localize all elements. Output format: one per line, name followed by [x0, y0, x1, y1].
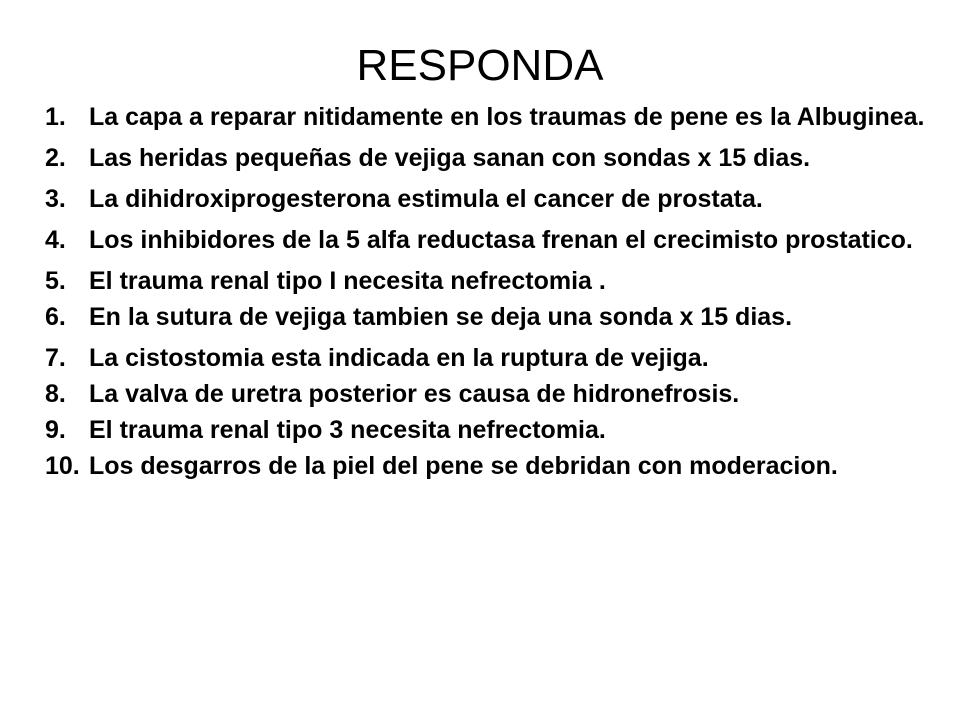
item-text: El trauma renal tipo 3 necesita nefrectomia. — [89, 416, 606, 444]
list-item — [45, 342, 935, 374]
list-item — [45, 101, 935, 133]
item-number: 7. — [45, 344, 66, 372]
list-item — [45, 142, 935, 174]
item-number: 9. — [45, 416, 66, 444]
item-text: La cistostomia esta indicada en la ruptura de vejiga. — [89, 344, 709, 372]
list-item — [45, 450, 935, 482]
list-item — [45, 183, 935, 215]
item-number: 2. — [45, 144, 66, 172]
item-text: Los desgarros de la piel del pene se debridan con moderacion. — [89, 452, 838, 480]
list-item — [45, 378, 935, 410]
item-number: 1. — [45, 103, 66, 131]
item-text: La valva de uretra posterior es causa de hidronefrosis. — [89, 380, 740, 408]
slide-title: RESPONDA — [356, 41, 604, 90]
item-number: 10. — [45, 452, 80, 480]
list-item — [45, 224, 935, 256]
item-text: Los inhibidores de la 5 alfa reductasa frenan el crecimisto prostatico. — [89, 226, 913, 254]
question-list — [45, 101, 935, 491]
item-text: Las heridas pequeñas de vejiga sanan con sondas x 15 dias. — [89, 144, 811, 172]
item-number: 8. — [45, 380, 66, 408]
item-text: En la sutura de vejiga tambien se deja una sonda x 15 dias. — [89, 303, 793, 331]
item-number: 6. — [45, 303, 66, 331]
item-number: 3. — [45, 185, 66, 213]
item-text: La capa a reparar nitidamente en los traumas de pene es la Albuginea. — [89, 103, 925, 131]
list-item — [45, 301, 935, 333]
item-text: El trauma renal tipo I necesita nefrectomia . — [89, 267, 606, 295]
item-number: 4. — [45, 226, 66, 254]
item-text: La dihidroxiprogesterona estimula el cancer de prostata. — [89, 185, 763, 213]
list-item — [45, 265, 935, 297]
list-item — [45, 414, 935, 446]
item-number: 5. — [45, 267, 66, 295]
